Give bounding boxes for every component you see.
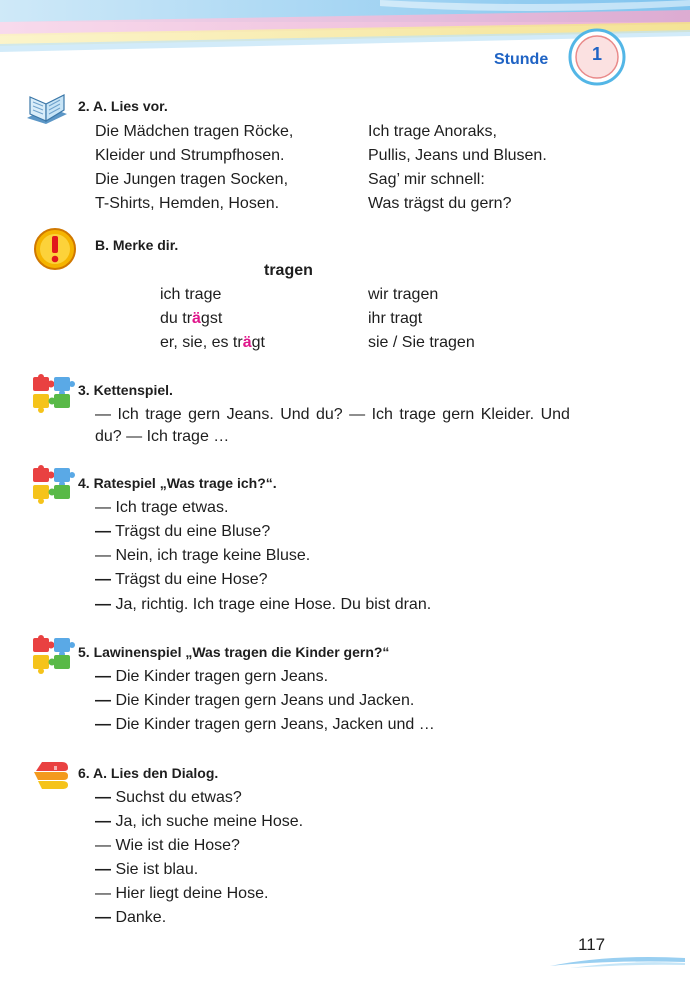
book-icon	[24, 92, 70, 126]
conjugation-row: wir tragen	[368, 286, 439, 303]
dash: —	[95, 668, 111, 685]
conjugation-part: du tr	[160, 310, 193, 327]
puzzle-icon	[29, 464, 75, 504]
conjugation-row	[160, 334, 265, 352]
dialog-line	[95, 813, 303, 831]
dash: —	[95, 571, 111, 588]
dialog-text: Trägst du eine Hose?	[111, 571, 268, 588]
poem-line: Kleider und Strumpfhosen.	[95, 147, 285, 164]
chain-text: Die Kinder tragen gern Jeans.	[111, 668, 329, 685]
dash: —	[95, 813, 111, 830]
dialog-line	[95, 547, 310, 565]
poem-line: Die Mädchen tragen Röcke,	[95, 123, 294, 140]
conjugation-part: gst	[200, 310, 223, 327]
puzzle-icon	[29, 373, 75, 413]
dialog-line	[95, 789, 242, 807]
poem-line: Pullis, Jeans und Blusen.	[368, 147, 547, 164]
chain-line	[95, 668, 328, 686]
umlaut-highlight: ä	[192, 310, 201, 327]
conjugation-part: gt	[251, 334, 265, 351]
puzzle-icon	[29, 634, 75, 674]
dash: —	[95, 547, 111, 564]
dash: —	[95, 837, 111, 854]
exercise-3-text: — Ich trage gern Jeans. Und du? — Ich trage gern Kleider. Und	[95, 406, 570, 423]
page-number: 117	[578, 935, 606, 954]
conjugation-row	[160, 310, 222, 328]
footer-swoosh	[540, 950, 690, 970]
poem-line: Was trägst du gern?	[368, 195, 512, 212]
dialog-text: Wie ist die Hose?	[111, 837, 240, 854]
exercise-4-heading: 4. Ratespiel „Was trage ich?“.	[78, 475, 277, 491]
chain-text: Die Kinder tragen gern Jeans und Jacken.	[111, 692, 415, 709]
exercise-5-heading: 5. Lawinenspiel „Was tragen die Kinder gern?“	[78, 644, 390, 660]
arrow-stripes-icon	[30, 759, 70, 791]
conjugation-row: ihr tragt	[368, 310, 423, 327]
dialog-text: Hier liegt deine Hose.	[111, 885, 269, 902]
chain-line	[95, 692, 414, 710]
dialog-text: Ich trage etwas.	[111, 499, 229, 516]
merke-heading: B. Merke dir.	[95, 237, 179, 253]
poem-line: T-Shirts, Hemden, Hosen.	[95, 195, 280, 212]
dash: —	[95, 499, 111, 516]
dialog-line	[95, 861, 198, 879]
verb-title: tragen	[264, 262, 313, 279]
dialog-line	[95, 523, 270, 541]
dialog-line	[95, 596, 431, 614]
dash: —	[95, 596, 111, 613]
dash: —	[95, 885, 111, 902]
dash: —	[95, 861, 111, 878]
dialog-text: Suchst du etwas?	[111, 789, 242, 806]
dialog-text: Sie ist blau.	[111, 861, 199, 878]
exclamation-icon	[33, 227, 77, 271]
conjugation-row: sie / Sie tragen	[368, 334, 475, 351]
exercise-3-heading: 3. Kettenspiel.	[78, 382, 173, 398]
chain-line	[95, 716, 435, 734]
exercise-2-heading: 2. A. Lies vor.	[78, 98, 168, 114]
dialog-line	[95, 837, 240, 855]
dialog-line	[95, 909, 166, 927]
lesson-number: 1	[591, 44, 602, 64]
dash: —	[95, 523, 111, 540]
poem-line: Sag’ mir schnell:	[368, 171, 485, 188]
dash: —	[95, 716, 111, 733]
exercise-6-heading: 6. A. Lies den Dialog.	[78, 765, 219, 781]
umlaut-highlight: ä	[242, 334, 252, 351]
conjugation-part: er, sie, es tr	[160, 334, 243, 351]
conjugation-row: ich trage	[160, 286, 222, 303]
dialog-line	[95, 499, 228, 517]
dash: —	[95, 909, 111, 926]
dash: —	[95, 789, 111, 806]
dash: —	[95, 692, 111, 709]
dialog-text: Danke.	[111, 909, 167, 926]
exercise-3-text: du? — Ich trage …	[95, 428, 230, 445]
poem-line: Ich trage Anoraks,	[368, 123, 497, 140]
chain-text: Die Kinder tragen gern Jeans, Jacken und …	[111, 716, 435, 733]
dialog-text: Nein, ich trage keine Bluse.	[111, 547, 311, 564]
dialog-text: Ja, ich suche meine Hose.	[111, 813, 304, 830]
stunde-label: Stunde	[494, 51, 549, 68]
dialog-line	[95, 885, 268, 903]
dialog-text: Trägst du eine Bluse?	[111, 523, 271, 540]
poem-line: Die Jungen tragen Socken,	[95, 171, 289, 188]
dialog-line	[95, 571, 268, 589]
dialog-text: Ja, richtig. Ich trage eine Hose. Du bist dran.	[111, 596, 432, 613]
